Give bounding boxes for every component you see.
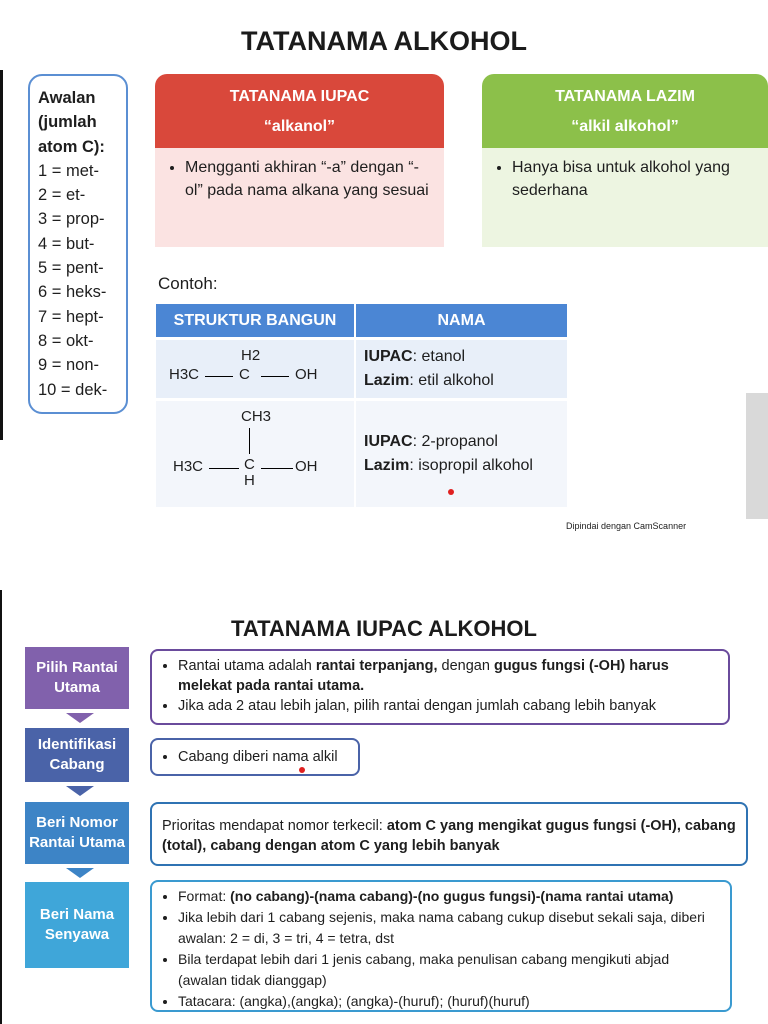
slide-tatanama-iupac [0,590,768,1024]
box4-bullet-2: • Jika lebih dari 1 cabang sejenis, maka nama cabang cukup disebut sekali saja, diberi awalan: 2 = di, 3 = tri, 4 = tetra, dst [178,907,722,949]
step-identifikasi-cabang: Identifikasi Cabang [25,728,129,782]
text-bold: rantai terpanjang, [315,658,438,674]
awalan-item: 1 = met- [38,161,99,180]
box-pilih-rantai [150,649,730,725]
page-title: TATANAMA IUPAC ALKOHOL [231,616,537,641]
box1-bullet-1 [178,656,720,696]
down-arrow [66,713,94,723]
awalan-item: 7 = hept- [38,307,104,326]
iupac-card-subtitle: “alkanol” [263,118,336,135]
left-edge-bar [0,590,2,1024]
pointer-dot [299,767,305,773]
awalan-head-3: atom C): [38,137,105,156]
atom-center: C [244,456,255,473]
iupac-label: IUPAC [364,433,413,450]
contoh-label: Contoh: [158,274,218,293]
awalan-item: 9 = non- [38,356,100,375]
atom-bottom: H [244,472,255,489]
side-photo-strip [746,393,768,519]
box-beri-nomor [150,802,748,866]
awalan-box [28,74,128,414]
name-cell-propanol [355,400,568,508]
step-pilih-rantai-utama: Pilih Rantai Utama [25,647,129,709]
scanner-watermark: Dipindai dengan CamScanner [566,521,687,531]
atom-top: CH3 [241,408,272,425]
text-bold: gugus fungsi (-OH) harus melekat pada rantai utama. [178,658,669,694]
iupac-name: : etanol [412,348,466,365]
box4-bullet-4: • Tatacara: (angka),(angka); (angka)-(huruf); (huruf)(huruf) [178,991,722,1012]
pointer-dot [448,489,454,495]
header-nama: NAMA [355,304,568,339]
iupac-card-bullet: • Mengganti akhiran “-a” dengan “-ol” pada nama alkana yang sesuai [185,156,434,202]
text: Rantai utama adalah [178,658,316,674]
table-row [156,339,568,400]
text: Format: [178,888,231,904]
lazim-card-body [482,148,768,247]
awalan-item: 10 = dek- [38,380,108,399]
structure-cell-propanol [156,400,355,508]
awalan-head-1: Awalan [38,89,96,107]
atom-left: H3C [173,458,204,475]
bond-line [261,376,289,377]
structure-cell-etanol [156,339,355,400]
bond-line [249,428,250,454]
down-arrow [66,868,94,878]
iupac-card-header [155,74,444,148]
page-title: TATANAMA ALKOHOL [241,26,527,56]
iupac-card-body [155,148,444,247]
bond-line [205,376,233,377]
example-table [156,304,569,507]
awalan-item: 8 = okt- [38,331,94,350]
lazim-name: : isopropil alkohol [409,457,533,474]
header-struktur: STRUKTUR BANGUN [156,304,355,339]
iupac-name: : 2-propanol [412,433,498,450]
down-arrow [66,786,94,796]
atom-right: OH [295,366,318,383]
awalan-item: 4 = but- [38,234,95,253]
name-cell-etanol [355,339,568,400]
box2-bullet-1: • Cabang diberi nama alkil [178,747,350,767]
iupac-label: IUPAC [364,348,413,365]
box4-bullet-3: • Bila terdapat lebih dari 1 jenis cabang, maka penulisan cabang mengikuti abjad (awalan tidak dianggap) [178,949,722,991]
atom-right: OH [295,458,318,475]
step-beri-nomor: Beri Nomor Rantai Utama [25,802,129,864]
iupac-card-title: TATANAMA IUPAC [229,88,370,105]
step-beri-nama-senyawa: Beri Nama Senyawa [25,882,129,968]
lazim-card-subtitle: “alkil alkohol” [571,118,679,135]
box-beri-nama [150,880,732,1012]
lazim-name: : etil alkohol [409,372,494,389]
awalan-item: 6 = heks- [38,283,107,302]
atom-center: C [239,366,250,383]
left-edge-bar [0,70,3,440]
page-gap [0,535,768,590]
box3-text: Prioritas mendapat nomor terkecil: [162,818,387,834]
bond-line [261,468,293,469]
lazim-card-title: TATANAMA LAZIM [555,88,695,105]
table-header-row [156,304,568,339]
atom-top: H2 [241,347,261,364]
box-identifikasi-cabang [150,738,360,776]
bond-line [209,468,239,469]
table-row [156,400,568,508]
box3-bold: atom C yang mengikat gugus fungsi (-OH), cabang (total), cabang dengan atom C yang lebih banyak [162,818,736,854]
lazim-card-bullet: • Hanya bisa untuk alkohol yang sederhana [512,156,758,202]
text-bold: (no cabang)-(nama cabang)-(no gugus fungsi)-(nama rantai utama) [230,888,674,904]
lazim-card-header [482,74,768,148]
box1-bullet-2: • Jika ada 2 atau lebih jalan, pilih rantai dengan jumlah cabang lebih banyak [178,696,720,716]
box4-bullet-1 [178,886,722,907]
awalan-item: 5 = pent- [38,259,104,278]
lazim-label: Lazim [364,372,410,389]
awalan-head-2: (jumlah [38,113,97,132]
awalan-item: 3 = prop- [38,210,105,229]
lazim-label: Lazim [364,457,410,474]
text: dengan [437,658,494,674]
awalan-item: 2 = et- [38,186,86,205]
atom-left: H3C [169,366,200,383]
